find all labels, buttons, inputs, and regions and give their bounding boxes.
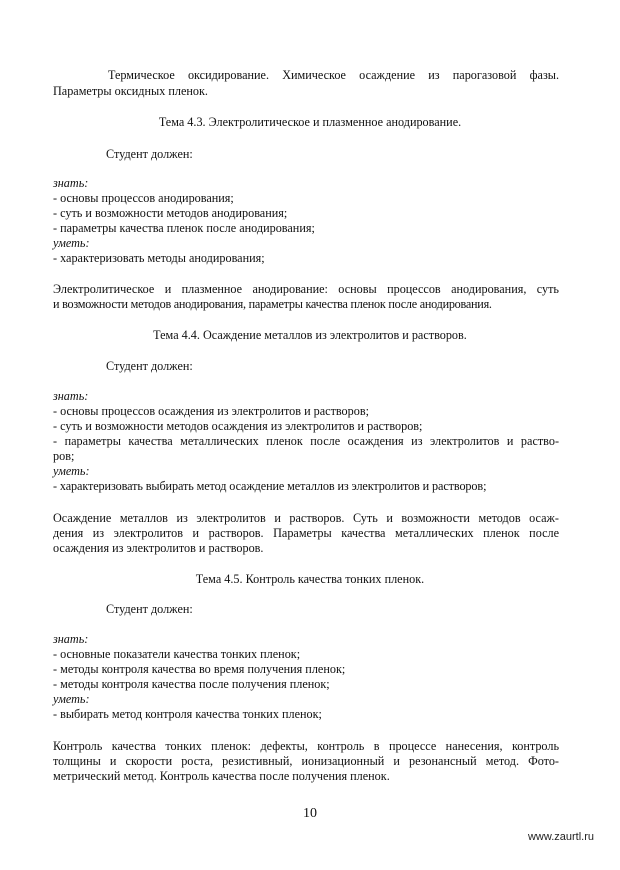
know-item-4-5-1: - основные показатели качества тонких пленок;: [53, 647, 301, 661]
can-item-4-4-1: - характеризовать выбирать метод осаждение металлов из электролитов и растворов;: [53, 479, 487, 493]
know-label-4-3: знать:: [53, 176, 89, 190]
intro-line-2: Параметры оксидных пленок.: [53, 84, 208, 98]
summary-4-4-line-1: Осаждение металлов из электролитов и растворов. Суть и возможности методов осаж-: [53, 511, 559, 525]
summary-4-3-line-1: Электролитическое и плазменное анодирование: основы процессов анодирования, суть: [53, 282, 559, 296]
know-label-4-5: знать:: [53, 632, 89, 646]
page-number: 10: [303, 806, 317, 821]
intro-line-1: Термическое оксидирование. Химическое осаждение из парогазовой фазы.: [108, 68, 559, 82]
can-item-4-5-1: - выбирать метод контроля качества тонких пленок;: [53, 707, 322, 721]
student-label-4-3: Студент должен:: [106, 147, 193, 161]
know-item-4-3-2: - суть и возможности методов анодирования;: [53, 206, 288, 220]
student-label-4-4: Студент должен:: [106, 359, 193, 373]
can-label-4-4: уметь:: [53, 464, 90, 478]
summary-4-5-line-1: Контроль качества тонких пленок: дефекты, контроль в процессе нанесения, контроль: [53, 739, 559, 753]
know-item-4-5-3: - методы контроля качества после получения пленок;: [53, 677, 330, 691]
know-item-4-3-3: - параметры качества пленок после анодирования;: [53, 221, 315, 235]
know-item-4-5-2: - методы контроля качества во время получения пленок;: [53, 662, 346, 676]
know-item-4-4-4: ров;: [53, 449, 75, 463]
section-title-4-3: Тема 4.3. Электролитическое и плазменное анодирование.: [158, 115, 462, 129]
summary-4-5-line-2: толщины и скорости роста, резистивный, ионизационный и резонансный метод. Фото-: [53, 754, 559, 768]
can-item-4-3-1: - характеризовать методы анодирования;: [53, 251, 265, 265]
know-label-4-4: знать:: [53, 389, 89, 403]
know-item-4-4-3: - параметры качества металлических пленок после осаждения из электролитов и раство-: [53, 434, 559, 448]
summary-4-3-line-2: и возможности методов анодирования, параметры качества пленок после анодирования.: [53, 297, 492, 311]
summary-4-4-line-2: дения из электролитов и растворов. Параметры качества металлических пленок после: [53, 526, 559, 540]
summary-4-4-line-3: осаждения из электролитов и растворов.: [53, 541, 264, 555]
section-title-4-4: Тема 4.4. Осаждение металлов из электролитов и растворов.: [153, 328, 467, 342]
site-watermark[interactable]: www.zaurtl.ru: [527, 831, 594, 843]
can-label-4-5: уметь:: [53, 692, 90, 706]
can-label-4-3: уметь:: [53, 236, 90, 250]
know-item-4-4-1: - основы процессов осаждения из электролитов и растворов;: [53, 404, 369, 418]
student-label-4-5: Студент должен:: [106, 602, 193, 616]
know-item-4-4-2: - суть и возможности методов осаждения из электролитов и растворов;: [53, 419, 423, 433]
know-item-4-3-1: - основы процессов анодирования;: [53, 191, 234, 205]
summary-4-5-line-3: метрический метод. Контроль качества после получения пленок.: [53, 769, 390, 783]
section-title-4-5: Тема 4.5. Контроль качества тонких пленок.: [195, 572, 425, 586]
